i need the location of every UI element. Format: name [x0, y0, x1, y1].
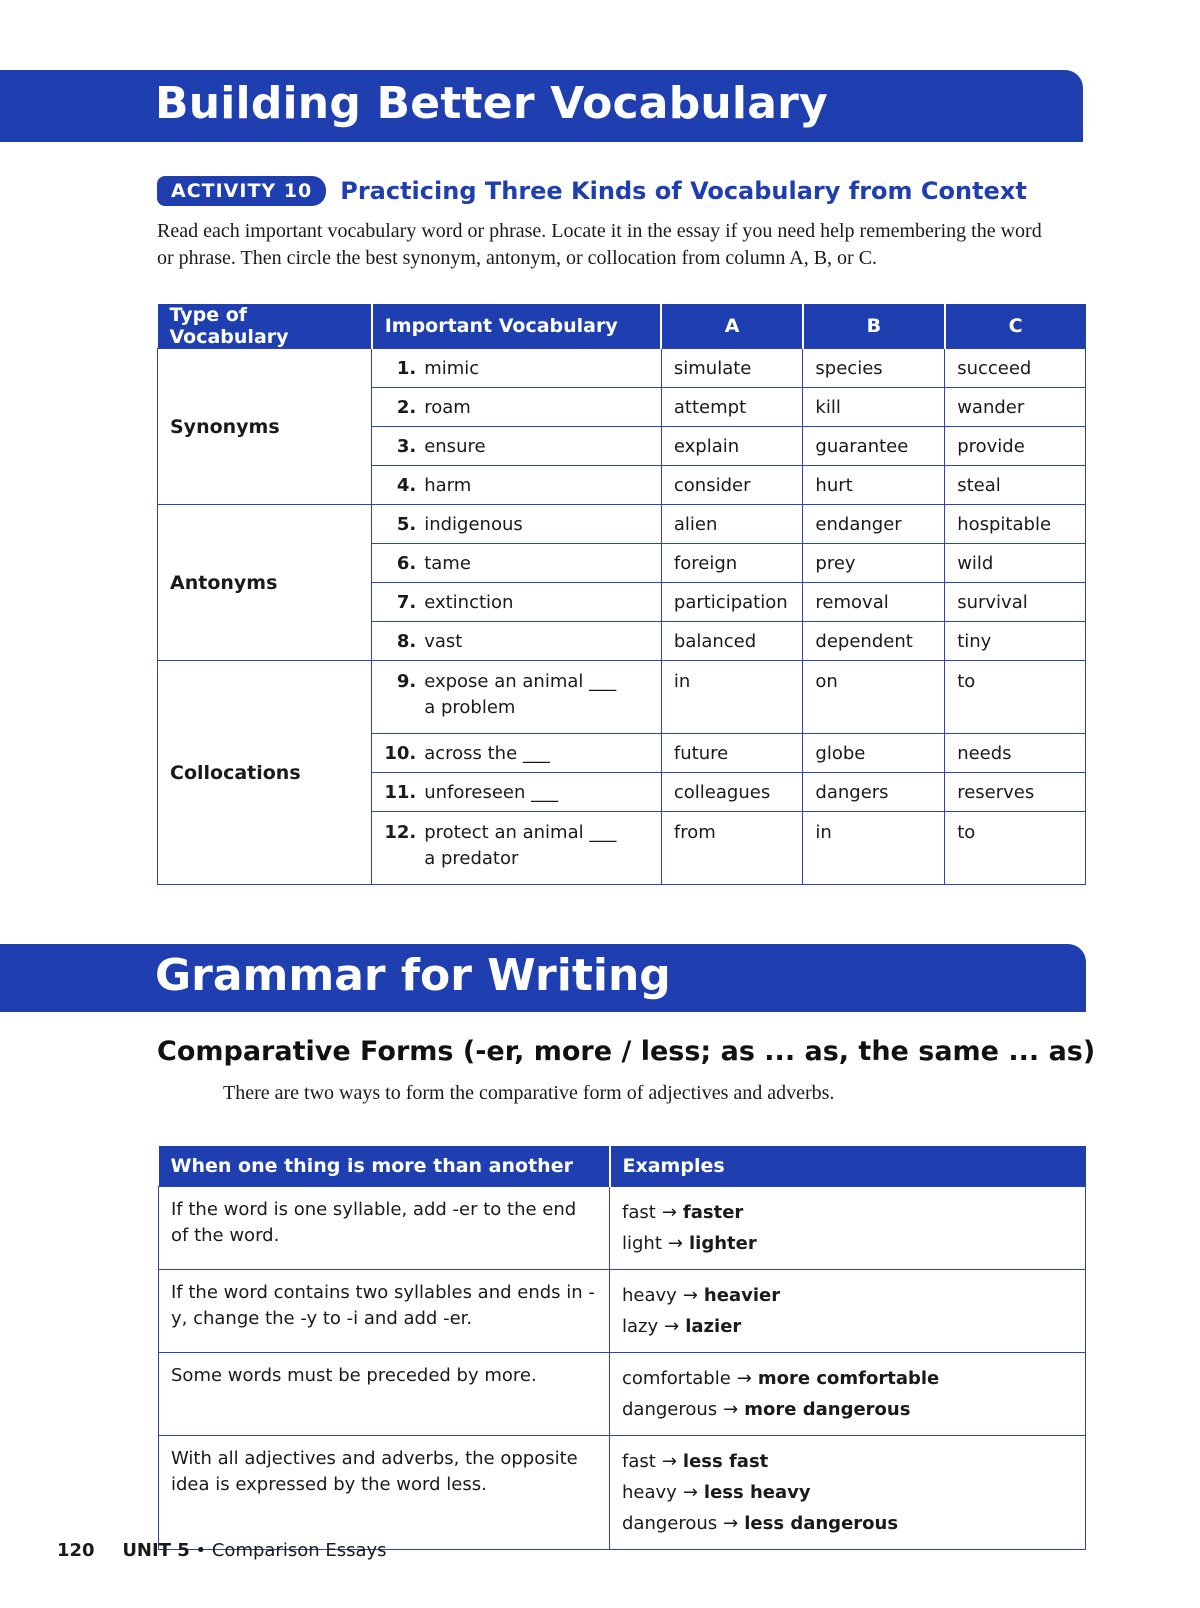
choice-b-cell[interactable]: dependent — [803, 622, 945, 661]
example-result: heavier — [703, 1285, 781, 1306]
choice-a-cell[interactable]: explain — [661, 427, 803, 466]
rule-cell: If the word is one syllable, add -er to the end of the word. — [159, 1187, 610, 1270]
category-cell: Collocations — [158, 661, 372, 885]
term-cell — [372, 427, 662, 466]
arrow-icon: → — [723, 1399, 739, 1420]
arrow-icon: → — [661, 1451, 677, 1472]
choice-a-cell[interactable]: balanced — [661, 622, 803, 661]
choice-c-cell[interactable]: needs — [945, 734, 1086, 773]
term-text: unforeseen ___ — [424, 781, 559, 803]
header-c: C — [945, 304, 1086, 349]
arrow-icon: → — [682, 1285, 698, 1306]
arrow-icon: → — [682, 1482, 698, 1503]
header-examples: Examples — [610, 1146, 1086, 1187]
choice-a-cell[interactable]: alien — [661, 505, 803, 544]
term-text: across the ___ — [424, 742, 550, 764]
term-cell — [372, 661, 662, 734]
example-line — [622, 1394, 1073, 1425]
page-footer — [57, 1540, 387, 1561]
example-result: lazier — [685, 1316, 742, 1337]
section-banner-vocabulary — [0, 70, 1083, 142]
item-number: 10. — [384, 742, 417, 764]
arrow-icon: → — [723, 1513, 739, 1534]
table-row — [159, 1436, 1086, 1550]
example-base: comfortable — [622, 1368, 731, 1389]
item-number: 12. — [384, 822, 417, 843]
section-heading: Comparative Forms (-er, more / less; as ... as, the same ... as) — [157, 1036, 1096, 1067]
term-cell — [372, 505, 662, 544]
table-row — [158, 505, 1086, 544]
choice-a-cell[interactable]: future — [661, 734, 803, 773]
rule-cell: Some words must be preceded by more. — [159, 1353, 610, 1436]
choice-b-cell[interactable]: removal — [803, 583, 945, 622]
choice-a-cell[interactable]: attempt — [661, 388, 803, 427]
choice-c-cell[interactable]: steal — [945, 466, 1086, 505]
choice-b-cell[interactable]: endanger — [803, 505, 945, 544]
vocabulary-table-body — [158, 349, 1086, 885]
choice-b-cell[interactable]: prey — [803, 544, 945, 583]
choice-a-cell[interactable]: consider — [661, 466, 803, 505]
choice-c-cell[interactable]: wild — [945, 544, 1086, 583]
choice-c-cell[interactable]: hospitable — [945, 505, 1086, 544]
choice-b-cell[interactable]: kill — [803, 388, 945, 427]
activity-badge: ACTIVITY 10 — [157, 176, 326, 206]
example-line — [622, 1311, 1073, 1342]
item-number: 9. — [396, 671, 417, 692]
term-cell — [372, 773, 662, 812]
example-result: less heavy — [703, 1482, 811, 1503]
item-number: 6. — [396, 552, 417, 574]
example-base: light — [622, 1233, 662, 1254]
item-number: 2. — [396, 396, 417, 418]
bullet: • — [195, 1540, 207, 1561]
rule-cell: If the word contains two syllables and ends in -y, change the -y to -i and add -er. — [159, 1270, 610, 1353]
examples-cell — [610, 1270, 1086, 1353]
item-number: 7. — [396, 591, 417, 613]
banner-title: Building Better Vocabulary — [155, 78, 828, 129]
unit-title: Comparison Essays — [211, 1540, 387, 1561]
examples-cell — [610, 1436, 1086, 1550]
example-result: less fast — [682, 1451, 769, 1472]
example-result: lighter — [689, 1233, 757, 1254]
section-banner-grammar — [0, 944, 1086, 1012]
term-cell — [372, 349, 662, 388]
choice-c-cell[interactable]: reserves — [945, 773, 1086, 812]
choice-b-cell[interactable]: guarantee — [803, 427, 945, 466]
choice-a-cell[interactable]: participation — [661, 583, 803, 622]
term-text: tame — [424, 552, 471, 574]
choice-a-cell[interactable]: simulate — [661, 349, 803, 388]
term-cell — [372, 388, 662, 427]
term-text: indigenous — [424, 513, 523, 535]
table-header-row — [158, 304, 1086, 349]
examples-cell — [610, 1187, 1086, 1270]
arrow-icon: → — [664, 1316, 680, 1337]
example-line — [622, 1508, 1073, 1539]
activity-instructions: Read each important vocabulary word or phrase. Locate it in the essay if you need help remembering the word or phrase. Then circle the best synonym, antonym, or collocation from column A, B, or C. — [157, 220, 1042, 269]
example-result: faster — [682, 1202, 744, 1223]
example-base: fast — [622, 1202, 656, 1223]
header-b: B — [803, 304, 945, 349]
term-cell — [372, 812, 662, 885]
term-cell — [372, 466, 662, 505]
item-number: 11. — [384, 781, 417, 803]
header-rule: When one thing is more than another — [159, 1146, 610, 1187]
choice-c-cell[interactable]: provide — [945, 427, 1086, 466]
term-cell — [372, 734, 662, 773]
example-result: more dangerous — [744, 1399, 911, 1420]
term-text: vast — [424, 630, 463, 652]
choice-a-cell[interactable]: from — [661, 812, 803, 885]
table-row — [159, 1270, 1086, 1353]
table-row — [158, 661, 1086, 734]
section-intro: There are two ways to form the comparative form of adjectives and adverbs. — [223, 1082, 835, 1104]
example-base: fast — [622, 1451, 656, 1472]
choice-c-cell[interactable]: to — [945, 812, 1086, 885]
banner-title: Grammar for Writing — [155, 950, 671, 1001]
term-cell — [372, 544, 662, 583]
item-number: 3. — [396, 435, 417, 457]
choice-b-cell[interactable]: species — [803, 349, 945, 388]
example-result: less dangerous — [744, 1513, 899, 1534]
vocabulary-table — [157, 304, 1086, 885]
term-text: ensure — [424, 435, 486, 457]
example-base: dangerous — [622, 1399, 718, 1420]
table-row — [158, 349, 1086, 388]
arrow-icon: → — [667, 1233, 683, 1254]
choice-a-cell[interactable]: foreign — [661, 544, 803, 583]
term-text: mimic — [424, 357, 480, 379]
example-base: dangerous — [622, 1513, 718, 1534]
term-cell — [372, 583, 662, 622]
choice-b-cell[interactable]: globe — [803, 734, 945, 773]
choice-c-cell[interactable]: wander — [945, 388, 1086, 427]
activity-header — [157, 174, 1027, 208]
example-line — [622, 1363, 1073, 1394]
table-row — [159, 1187, 1086, 1270]
category-cell: Antonyms — [158, 505, 372, 661]
header-a: A — [661, 304, 803, 349]
grammar-table-body — [159, 1187, 1086, 1550]
table-header-row — [159, 1146, 1086, 1187]
term-text: extinction — [424, 591, 514, 613]
choice-b-cell[interactable]: hurt — [803, 466, 945, 505]
arrow-icon: → — [661, 1202, 677, 1223]
example-base: heavy — [622, 1285, 677, 1306]
choice-c-cell[interactable]: to — [945, 661, 1086, 734]
term-continuation: a predator — [424, 848, 519, 869]
item-number: 5. — [396, 513, 417, 535]
rule-cell: With all adjectives and adverbs, the opposite idea is expressed by the word less. — [159, 1436, 610, 1550]
item-number: 4. — [396, 474, 417, 496]
grammar-table — [158, 1146, 1086, 1550]
example-line — [622, 1446, 1073, 1477]
term-text: expose an animal ___ — [424, 671, 617, 692]
header-type: Type of Vocabulary — [158, 304, 372, 349]
choice-b-cell[interactable]: dangers — [803, 773, 945, 812]
choice-b-cell[interactable]: in — [803, 812, 945, 885]
example-line — [622, 1280, 1073, 1311]
choice-b-cell[interactable]: on — [803, 661, 945, 734]
choice-c-cell[interactable]: succeed — [945, 349, 1086, 388]
term-text: protect an animal ___ — [424, 822, 617, 843]
choice-c-cell[interactable]: tiny — [945, 622, 1086, 661]
arrow-icon: → — [736, 1368, 752, 1389]
table-row — [159, 1353, 1086, 1436]
item-number: 8. — [396, 630, 417, 652]
choice-a-cell[interactable]: in — [661, 661, 803, 734]
choice-a-cell[interactable]: colleagues — [661, 773, 803, 812]
example-line — [622, 1477, 1073, 1508]
examples-cell — [610, 1353, 1086, 1436]
term-text: roam — [424, 396, 471, 418]
choice-c-cell[interactable]: survival — [945, 583, 1086, 622]
example-line — [622, 1228, 1073, 1259]
example-base: lazy — [622, 1316, 659, 1337]
item-number: 1. — [396, 357, 417, 379]
header-important: Important Vocabulary — [372, 304, 662, 349]
example-base: heavy — [622, 1482, 677, 1503]
term-text: harm — [424, 474, 472, 496]
example-line — [622, 1197, 1073, 1228]
page-number: 120 — [57, 1540, 95, 1561]
activity-title: Practicing Three Kinds of Vocabulary from Context — [340, 177, 1027, 205]
term-continuation: a problem — [424, 697, 516, 718]
unit-label: UNIT 5 — [122, 1540, 190, 1561]
term-cell — [372, 622, 662, 661]
example-result: more comfortable — [757, 1368, 940, 1389]
category-cell: Synonyms — [158, 349, 372, 505]
